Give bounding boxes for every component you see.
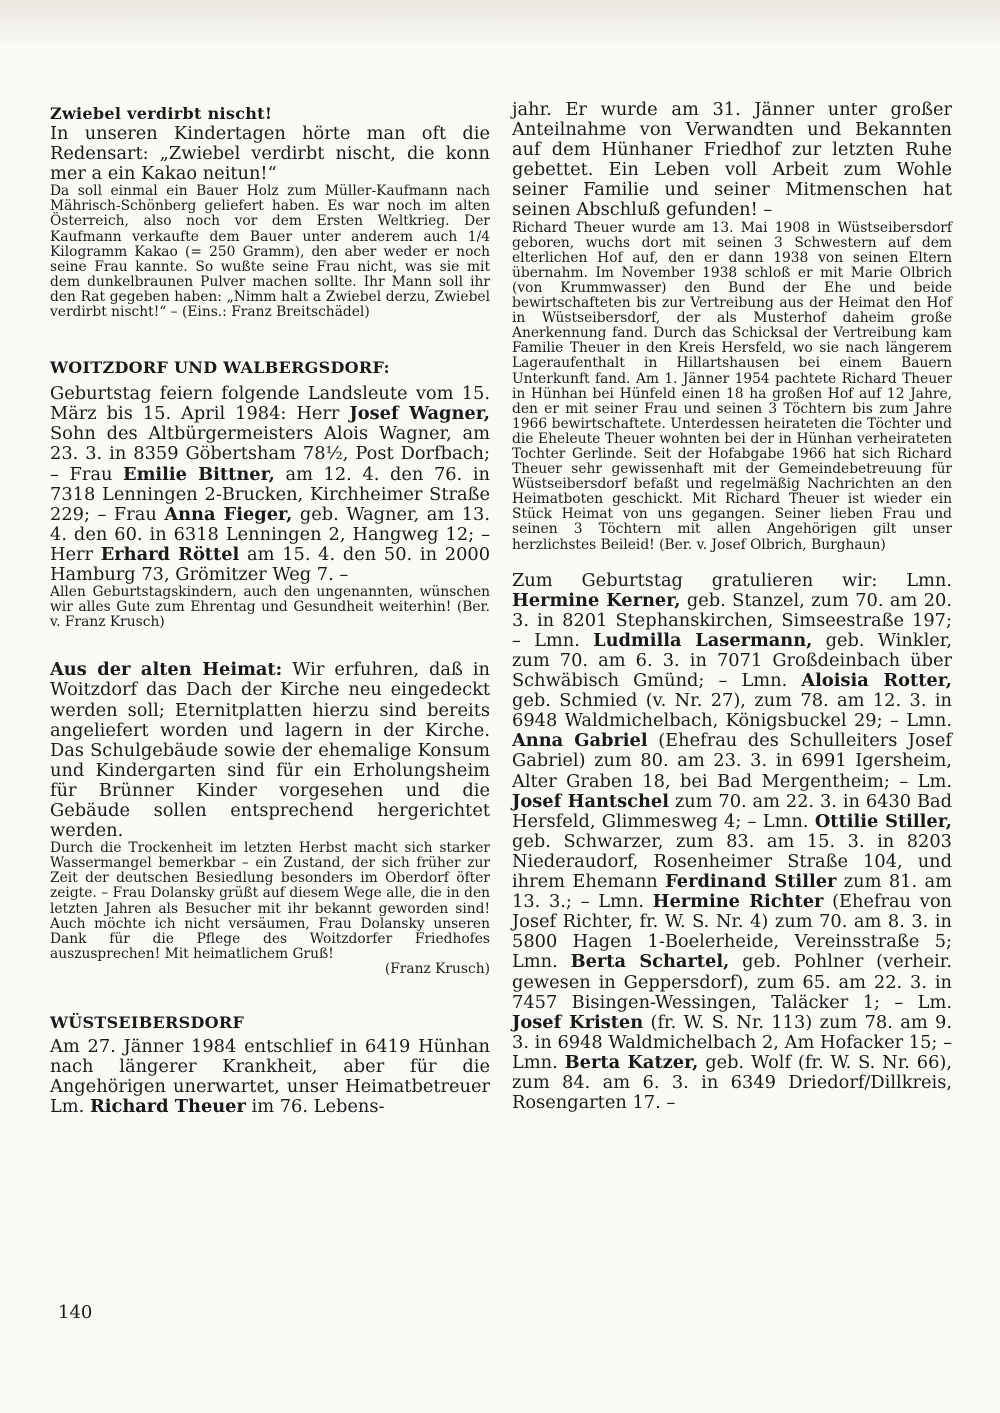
text-run: (fr. W. S. Nr. 113) zum 78. am 9. 3. in 6948 Waldmichelbach 2, Am Hofacker 15; – Lmn. — [512, 1011, 952, 1073]
text-run: Am 27. Jänner 1984 entschlief in 6419 Hünhan nach längerer Krankheit, aber für die Angehörigen unerwartet, unser Heimatbetreuer Lm. — [50, 1036, 490, 1118]
right-column — [512, 100, 952, 1113]
zwiebel-body: Da soll einmal ein Bauer Holz zum Müller-Kaufmann nach Mährisch-Schönberg geliefert haben. Es war noch im alten Österreich, also noch vor dem Ersten Weltkrieg. Der Kaufmann verkaufte dem Bauer unter anderem auch 1/4 Kilogramm Kakao (= 250 Gramm), den aber weder er noch seine Frau kannte. So wußte seine Frau nicht, was sie mit dem dunkelbraunen Pulver machen sollte. Ihr Mann soll ihr den Rat gegeben haben: „Nimm halt a Zwiebel derzu, Zwiebel verdirbt nischt!“ – (Eins.: Franz Breitschädel) — [50, 183, 490, 321]
heimat-intro — [50, 660, 490, 841]
text-run: geb. Wagner, am 13. 4. den 60. in 6318 Lenningen 2, Hangweg 12; – Herr — [50, 503, 490, 565]
person-name: Josef Hantschel — [512, 790, 669, 812]
text-run: Zum Geburtstag gratulieren wir: Lmn. — [512, 569, 952, 591]
text-run: Geburtstag feiern folgende Landsleute vom 15. März bis 15. April 1984: Herr — [50, 383, 490, 425]
person-name: Ottilie Stiller, — [814, 810, 952, 832]
woitzdorf-birthdays — [50, 384, 490, 585]
text-run: geb. Wolf (fr. W. S. Nr. 66), zum 84. am 6. 3. in 6349 Driedorf/Dillkreis, Rosengarten 17. – — [512, 1051, 953, 1114]
person-name: Hermine Kerner, — [512, 589, 681, 611]
left-column — [50, 100, 490, 1117]
text-run: geb. Schmied (v. Nr. 27), zum 78. am 12. 3. in 6948 Waldmichelbach, Königsbuckel 29; – Lmn. — [512, 690, 952, 732]
person-name: Berta Katzer, — [564, 1051, 699, 1073]
person-name: Aloisia Rotter, — [801, 670, 952, 692]
person-name: Ludmilla Lasermann, — [593, 629, 813, 651]
person-name: Ferdinand Stiller — [665, 871, 837, 893]
heimat-body: Durch die Trockenheit im letzten Herbst macht sich starker Wassermangel bemerkbar – ein Zustand, der sich früher zur Zeit der deutschen Besiedlung besonders im Oberdorf öfter zeigte. – Frau Dolansky grüßt auf diesem Wege alle, die in den letzten Jahren als Besucher mit ihr bekannt geworden sind! Auch möchte ich nicht versäumen, Frau Dolansky unseren Dank für die Pflege des Woitzdorfer Friedhofes auszusprechen! Mit heimatlichem Gruß! — [50, 840, 490, 962]
person-name: Berta Schartel, — [570, 951, 730, 973]
scan-top-shadow — [0, 0, 1000, 48]
text-run: (Ehefrau von Josef Richter, fr. W. S. Nr. 4) zum 70. am 8. 3. in 5800 Hagen 1-Boelerheide, Vereinsstraße 5; Lmn. — [512, 891, 952, 973]
person-name: Emilie Bittner, — [123, 463, 275, 485]
woitzdorf-wishes: Allen Geburtstagskindern, auch den ungenannten, wünschen wir alles Gute zum Ehrentag und Gesundheit weiterhin! (Ber. v. Franz Krusch) — [50, 584, 490, 631]
person-name: Josef Wagner, — [349, 403, 490, 425]
theuer-biography: Richard Theuer wurde am 13. Mai 1908 in Wüstseibersdorf geboren, wuchs dort mit seinen 3 Schwestern auf dem elterlichen Hof auf, den er dann 1938 von seinen Eltern übernahm. Im November 1938 schloß er mit Marie Olbrich (von Krummwasser) den Bund der Ehe und beide bewirtschafteten bis zur Vertreibung aus der Heimat den Hof in Wüstseibersdorf, der als Musterhof daheim große Anerkennung fand. Durch das Schicksal der Vertreibung kam Familie Theuer in den Kreis Hersfeld, wo sie nach längerem Lageraufenthalt in Hillartshausen bei einem Bauern Unterkunft fand. Am 1. Jänner 1954 pachtete Richard Theuer in Hünhan bei Hünfeld einen 18 ha großen Hof auf 12 Jahre, den er mit seiner Frau und seinen 3 Töchtern bis zum Jahre 1966 bewirtschaftete. Unterdessen heirateten die Töchter und die Eheleute Theuer wohnten bei der in Hünhan verheirateten Tochter Gerlinde. Seit der Hofabgabe 1966 hat sich Richard Theuer sehr gewissenhaft mit der Gemeindebetreuung für Wüstseibersdorf befaßt und regelmäßig Nachrichten an den Heimatboten geschickt. Mit Richard Theuer ist wieder ein Stück Heimat von uns gegangen. Seiner lieben Frau und seinen 3 Töchtern mit allen Angehörigen gilt unser herzlichstes Beileid! (Ber. v. Josef Olbrich, Burghaun) — [512, 219, 952, 553]
text-run: am 15. 4. den 50. in 2000 Hamburg 73, Grömitzer Weg 7. – — [50, 543, 491, 585]
person-name: Anna Gabriel — [512, 730, 648, 752]
person-name: Anna Fieger, — [164, 503, 293, 525]
text-run: Sohn des Altbürgermeisters Alois Wagner, am 23. 3. in 8359 Göbertsham 78½, Post Dorfbach; – Frau — [50, 423, 490, 485]
person-name: Josef Kristen — [512, 1011, 644, 1033]
zwiebel-heading: Zwiebel verdirbt nischt! — [50, 104, 273, 123]
wuest-obituary-start — [50, 1037, 490, 1117]
text-run: (Ehefrau des Schulleiters Josef Gabriel) zum 80. am 23. 3. in 6991 Igersheim, Alter Graben 18, bei Bad Mergentheim; – Lm. — [512, 730, 952, 792]
text-run: geb. Stanzel, zum 70. am 20. 3. in 8201 Stephanskirchen, Simseestraße 197; – Lmn. — [512, 589, 953, 651]
person-name: Richard Theuer — [89, 1096, 246, 1118]
text-run: zum 81. am 13. 3.; – Lmn. — [512, 871, 952, 913]
text-run: am 12. 4. den 76. in 7318 Lenningen 2-Brucken, Kirchheimer Straße 229; – Frau — [50, 463, 491, 525]
text-run: geb. Pohlner (verheir. gewesen in Geppersdorf), zum 65. am 22. 3. in 7457 Bisingen-Wessingen, Taläcker 1; – Lm. — [512, 951, 953, 1013]
woitzdorf-heading: WOITZDORF UND WALBERGSDORF: — [50, 358, 390, 378]
text-run: im 76. Lebens- — [251, 1096, 385, 1118]
article-zwiebel — [50, 104, 490, 320]
text-run: geb. Schwarzer, zum 83. am 15. 3. in 8203 Niederaudorf, Rosenheimer Straße 104, und ihrem Ehemann — [512, 830, 952, 893]
heimat-signature: (Franz Krusch) — [384, 960, 490, 977]
article-wuestseibersdorf — [50, 1013, 490, 1117]
text-run: Wir erfuhren, daß in Woitzdorf das Dach der Kirche neu eingedeckt werden soll; Eternitplatten hierzu sind bereits angeliefert worden und lagern in der Kirche. Das Schulgebäude sowie der ehemalige Konsum und Kindergarten sind für ein Erholungsheim für Brünner Kinder vorgesehen und die Gebäude sollen entsprechend hergerichtet werden. — [50, 659, 490, 842]
person-name: Erhard Röttel — [100, 543, 240, 565]
page-number: 140 — [58, 1302, 93, 1323]
article-heimat — [50, 660, 490, 977]
text-run: zum 70. am 22. 3. in 6430 Bad Hersfeld, Glimmesweg 4; – Lmn. — [512, 790, 953, 832]
theuer-continuation: jahr. Er wurde am 31. Jänner unter großer Anteilnahme von Verwandten und Bekannten auf dem Hünhaner Friedhof zur letzten Ruhe gebettet. Ein Leben voll Arbeit zum Wohle seiner Familie und seiner Mitmenschen hat seinen Abschluß gefunden! – — [512, 99, 952, 221]
birthday-greetings — [512, 571, 952, 1114]
person-name: Hermine Richter — [652, 891, 824, 913]
wuest-heading: WÜSTSEIBERSDORF — [50, 1013, 245, 1033]
article-woitzdorf — [50, 358, 490, 630]
heimat-heading: Aus der alten Heimat: — [50, 659, 283, 681]
zwiebel-intro: In unseren Kindertagen hörte man oft die Redensart: „Zwiebel verdirbt nischt, die konn mer a ein Kakao neitun!“ — [50, 123, 490, 185]
text-run: geb. Winkler, zum 70. am 6. 3. in 7071 Großdeinbach über Schwäbisch Gmünd; – Lmn. — [512, 629, 952, 692]
